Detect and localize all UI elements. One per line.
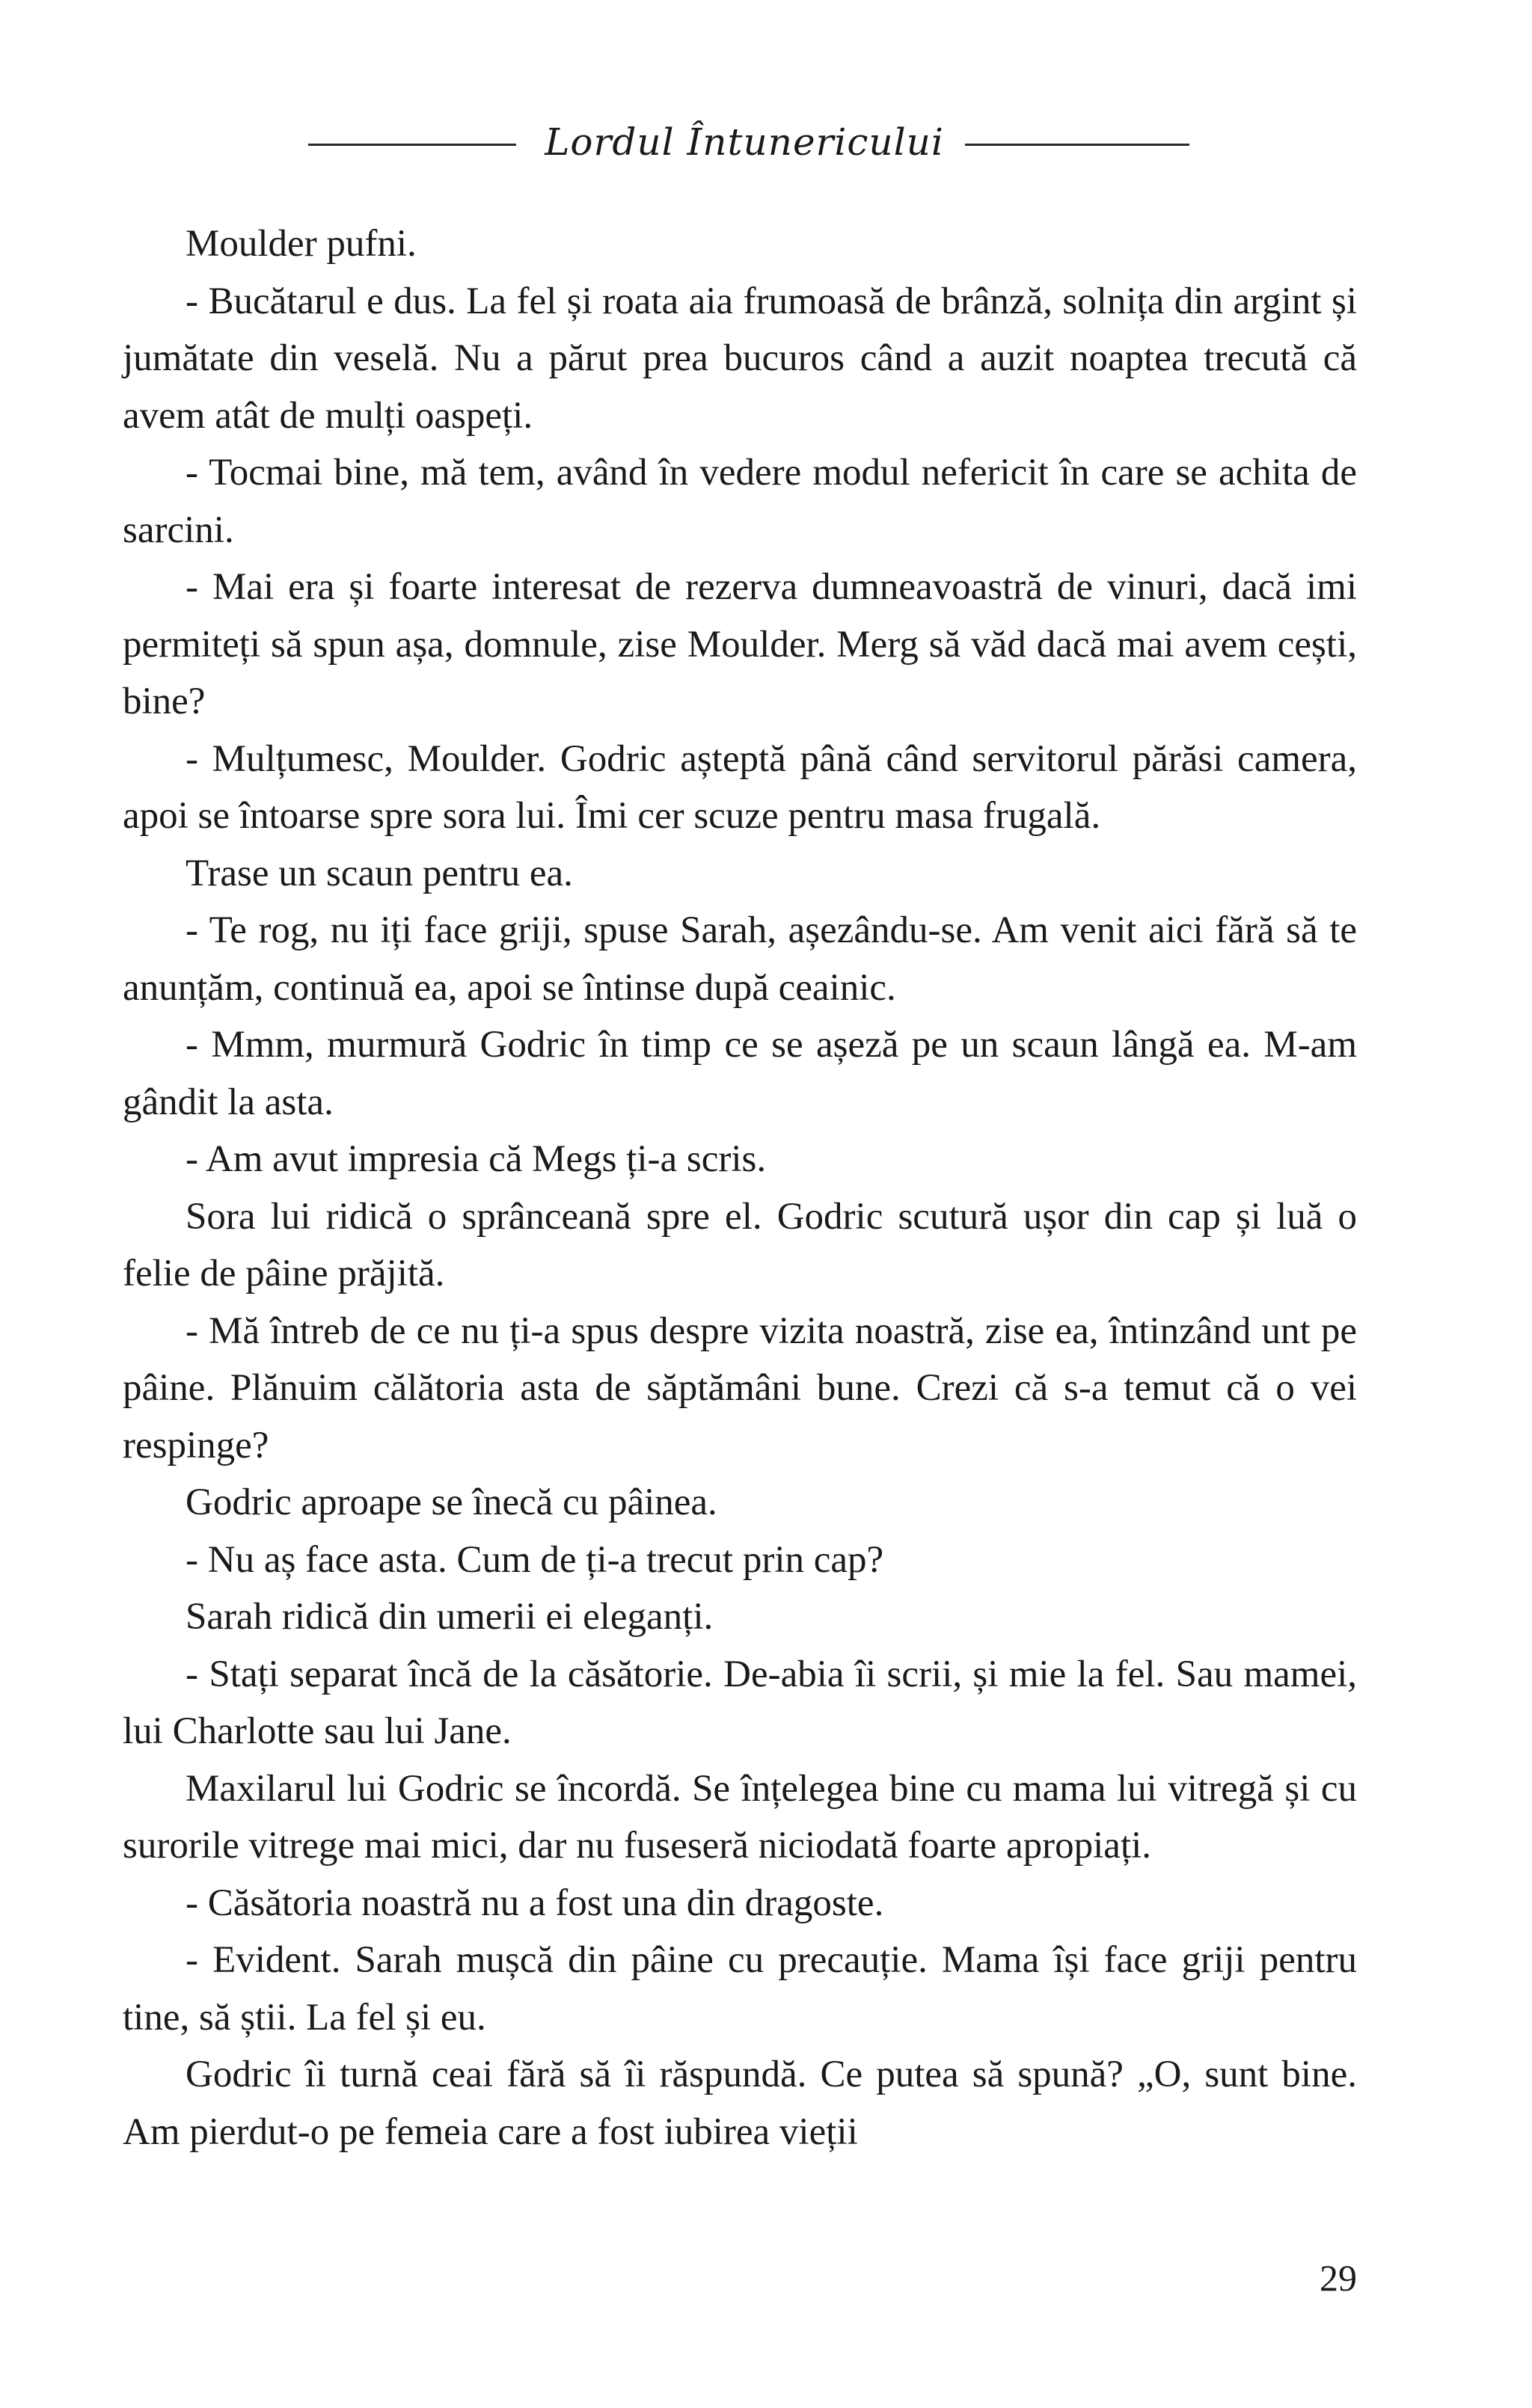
paragraph: Moulder pufni.: [186, 223, 417, 265]
paragraph: - Stați separat încă de la căsătorie. De-abia îi scrii, și mie la fel. Sau mamei, lui Charlotte sau lui Jane.: [123, 1653, 1357, 1752]
paragraph: Godric aproape se înecă cu pâinea.: [186, 1481, 717, 1523]
paragraph: - Căsătoria noastră nu a fost una din dragoste.: [186, 1882, 884, 1924]
paragraph: Maxilarul lui Godric se încordă. Se înțelegea bine cu mama lui vitregă și cu surorile vitrege mai mici, dar nu fuseseră niciodată foarte apropiați.: [123, 1767, 1357, 1867]
paragraph: - Evident. Sarah mușcă din pâine cu precauție. Mama își face griji pentru tine, să știi. La fel și eu.: [123, 1939, 1357, 2039]
paragraph: - Mmm, murmură Godric în timp ce se așeză pe un scaun lângă ea. M-am gândit la asta.: [123, 1024, 1357, 1123]
header-rule-left: [308, 144, 516, 146]
paragraph: Sora lui ridică o sprânceană spre el. Godric scutură ușor din cap și luă o felie de pâine prăjită.: [123, 1195, 1357, 1294]
header-rule-right: [965, 144, 1189, 146]
paragraph: - Mă întreb de ce nu ți-a spus despre vizita noastră, zise ea, întinzând unt pe pâine. Plănuim călătoria asta de săptămâni bune. Crezi că s-a temut că o vei respinge?: [123, 1309, 1357, 1466]
paragraph: Sarah ridică din umerii ei eleganți.: [186, 1596, 714, 1638]
paragraph: - Mulțumesc, Moulder. Godric așteptă până când servitorul părăsi camera, apoi se întoarse spre sora lui. Îmi cer scuze pentru masa frugală.: [123, 737, 1357, 837]
paragraph: - Am avut impresia că Megs ți-a scris.: [186, 1138, 767, 1180]
page-number: 29: [1320, 2257, 1357, 2299]
running-title: Lordul Întunericului: [545, 120, 944, 164]
page-body: [123, 215, 1357, 2160]
paragraph: - Te rog, nu iți face griji, spuse Sarah, așezându-se. Am venit aici fără să te anunțăm, continuă ea, apoi se întinse după ceainic.: [123, 909, 1357, 1009]
paragraph: - Mai era și foarte interesat de rezerva dumneavoastră de vinuri, dacă imi permiteți să spun așa, domnule, zise Moulder. Merg să văd dacă mai avem cești, bine?: [123, 566, 1357, 722]
paragraph: - Tocmai bine, mă tem, având în vedere modul nefericit în care se achita de sarcini.: [123, 452, 1357, 551]
paragraph: - Nu aș face asta. Cum de ți-a trecut prin cap?: [186, 1538, 884, 1581]
paragraph: Godric îi turnă ceai fără să îi răspundă. Ce putea să spună? „O, sunt bine. Am pierdut-o pe femeia care a fost iubirea vieții: [123, 2054, 1357, 2153]
running-header: [0, 112, 1532, 172]
paragraph: Trase un scaun pentru ea.: [186, 852, 573, 894]
paragraph: - Bucătarul e dus. La fel și roata aia frumoasă de brânză, solnița din argint și jumătate din veselă. Nu a părut prea bucuros când a auzit noaptea trecută că avem atât de mulți oaspeți.: [123, 280, 1357, 437]
